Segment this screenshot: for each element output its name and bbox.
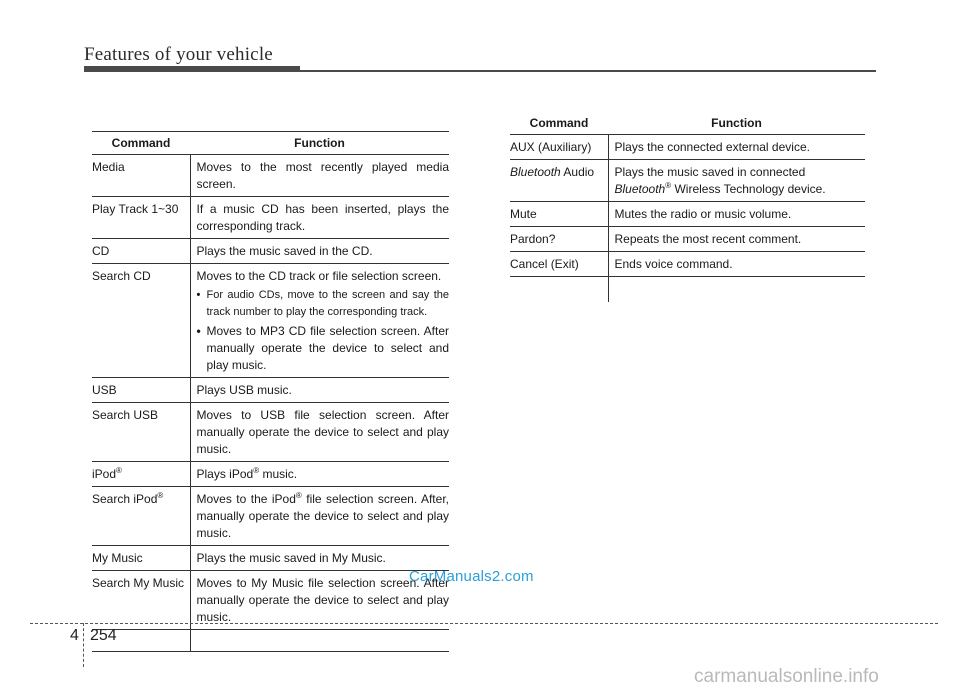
voice-command-table-right (510, 112, 865, 302)
command-cell: Search My Music (92, 571, 190, 630)
registered-mark: ® (253, 466, 260, 475)
registered-mark: ® (157, 491, 164, 500)
empty-cell (510, 277, 608, 303)
column-header-command: Command (510, 112, 608, 135)
function-cell: Ends voice command. (608, 252, 865, 277)
function-cell: Plays iPod® music. (190, 462, 449, 487)
function-cell: Plays the music saved in connected Bluetooth® Wireless Technology device. (608, 160, 865, 202)
function-cell: Moves to My Music file selection screen. After manually operate the device to select and play music. (190, 571, 449, 630)
command-cell: Bluetooth Audio (510, 160, 608, 202)
function-cell: Plays the music saved in the CD. (190, 239, 449, 264)
table-row (92, 239, 449, 264)
registered-mark: ® (665, 181, 672, 190)
table-row (92, 155, 449, 197)
function-cell (190, 264, 449, 378)
function-cell: Plays the music saved in My Music. (190, 546, 449, 571)
empty-cell (190, 630, 449, 652)
table-row (92, 546, 449, 571)
table-row (510, 160, 865, 202)
registered-mark: ® (295, 491, 302, 500)
watermark-carmanuals: CarManuals2.com (409, 568, 534, 585)
table-row (510, 227, 865, 252)
function-cell: If a music CD has been inserted, plays the corresponding track. (190, 197, 449, 239)
table-row-empty (92, 630, 449, 652)
bullet-item (197, 287, 450, 321)
bullet-item (197, 323, 450, 374)
column-header-function: Function (608, 112, 865, 135)
voice-command-table-left (92, 131, 449, 652)
command-cell: Pardon? (510, 227, 608, 252)
table-header-row (510, 112, 865, 135)
empty-cell (608, 277, 865, 303)
command-cell: Search iPod® (92, 487, 190, 546)
page-number: 254 (90, 627, 117, 644)
table-header-row (92, 132, 449, 155)
command-cell: Cancel (Exit) (510, 252, 608, 277)
command-cell: Play Track 1~30 (92, 197, 190, 239)
table-row (510, 202, 865, 227)
table-row (510, 252, 865, 277)
table-row (92, 487, 449, 546)
command-cell: AUX (Auxiliary) (510, 135, 608, 160)
table-row (92, 197, 449, 239)
table-row (92, 378, 449, 403)
function-cell: Mutes the radio or music volume. (608, 202, 865, 227)
command-cell: Search USB (92, 403, 190, 462)
table-row (510, 135, 865, 160)
column-header-command: Command (92, 132, 190, 155)
function-text: Moves to the CD track or file selection screen. (196, 269, 442, 283)
command-cell: My Music (92, 546, 190, 571)
table-row (92, 462, 449, 487)
command-cell: Mute (510, 202, 608, 227)
column-header-function: Function (190, 132, 449, 155)
bullet-text: For audio CDs, move to the screen and say the track number to play the corresponding track. (206, 289, 449, 318)
command-cell: Search CD (92, 264, 190, 378)
header-bar (84, 66, 300, 72)
function-cell: Plays USB music. (190, 378, 449, 403)
bullet-icon: • (196, 324, 201, 338)
command-cell: Media (92, 155, 190, 197)
table-row (92, 264, 449, 378)
function-cell: Repeats the most recent comment. (608, 227, 865, 252)
command-cell: CD (92, 239, 190, 264)
command-cell: iPod® (92, 462, 190, 487)
function-cell: Moves to the most recently played media screen. (190, 155, 449, 197)
header-rule (300, 70, 876, 72)
table-row (92, 403, 449, 462)
page-header-title: Features of your vehicle (84, 44, 273, 65)
function-cell: Moves to USB file selection screen. After manually operate the device to select and play music. (190, 403, 449, 462)
table-row-empty (510, 277, 865, 303)
function-cell: Moves to the iPod® file selection screen. After, manually operate the device to select and play music. (190, 487, 449, 546)
footer-dashed-rule (30, 623, 938, 624)
site-watermark: carmanualsonline.info (694, 666, 879, 687)
bullet-text: Moves to MP3 CD file selection screen. After manually operate the device to select and play music. (206, 324, 449, 372)
command-cell: USB (92, 378, 190, 403)
table-row (92, 571, 449, 630)
footer-vertical-rule (83, 623, 84, 667)
bullet-icon: • (196, 289, 201, 301)
section-number: 4 (70, 627, 79, 644)
registered-mark: ® (116, 466, 122, 475)
function-cell: Plays the connected external device. (608, 135, 865, 160)
